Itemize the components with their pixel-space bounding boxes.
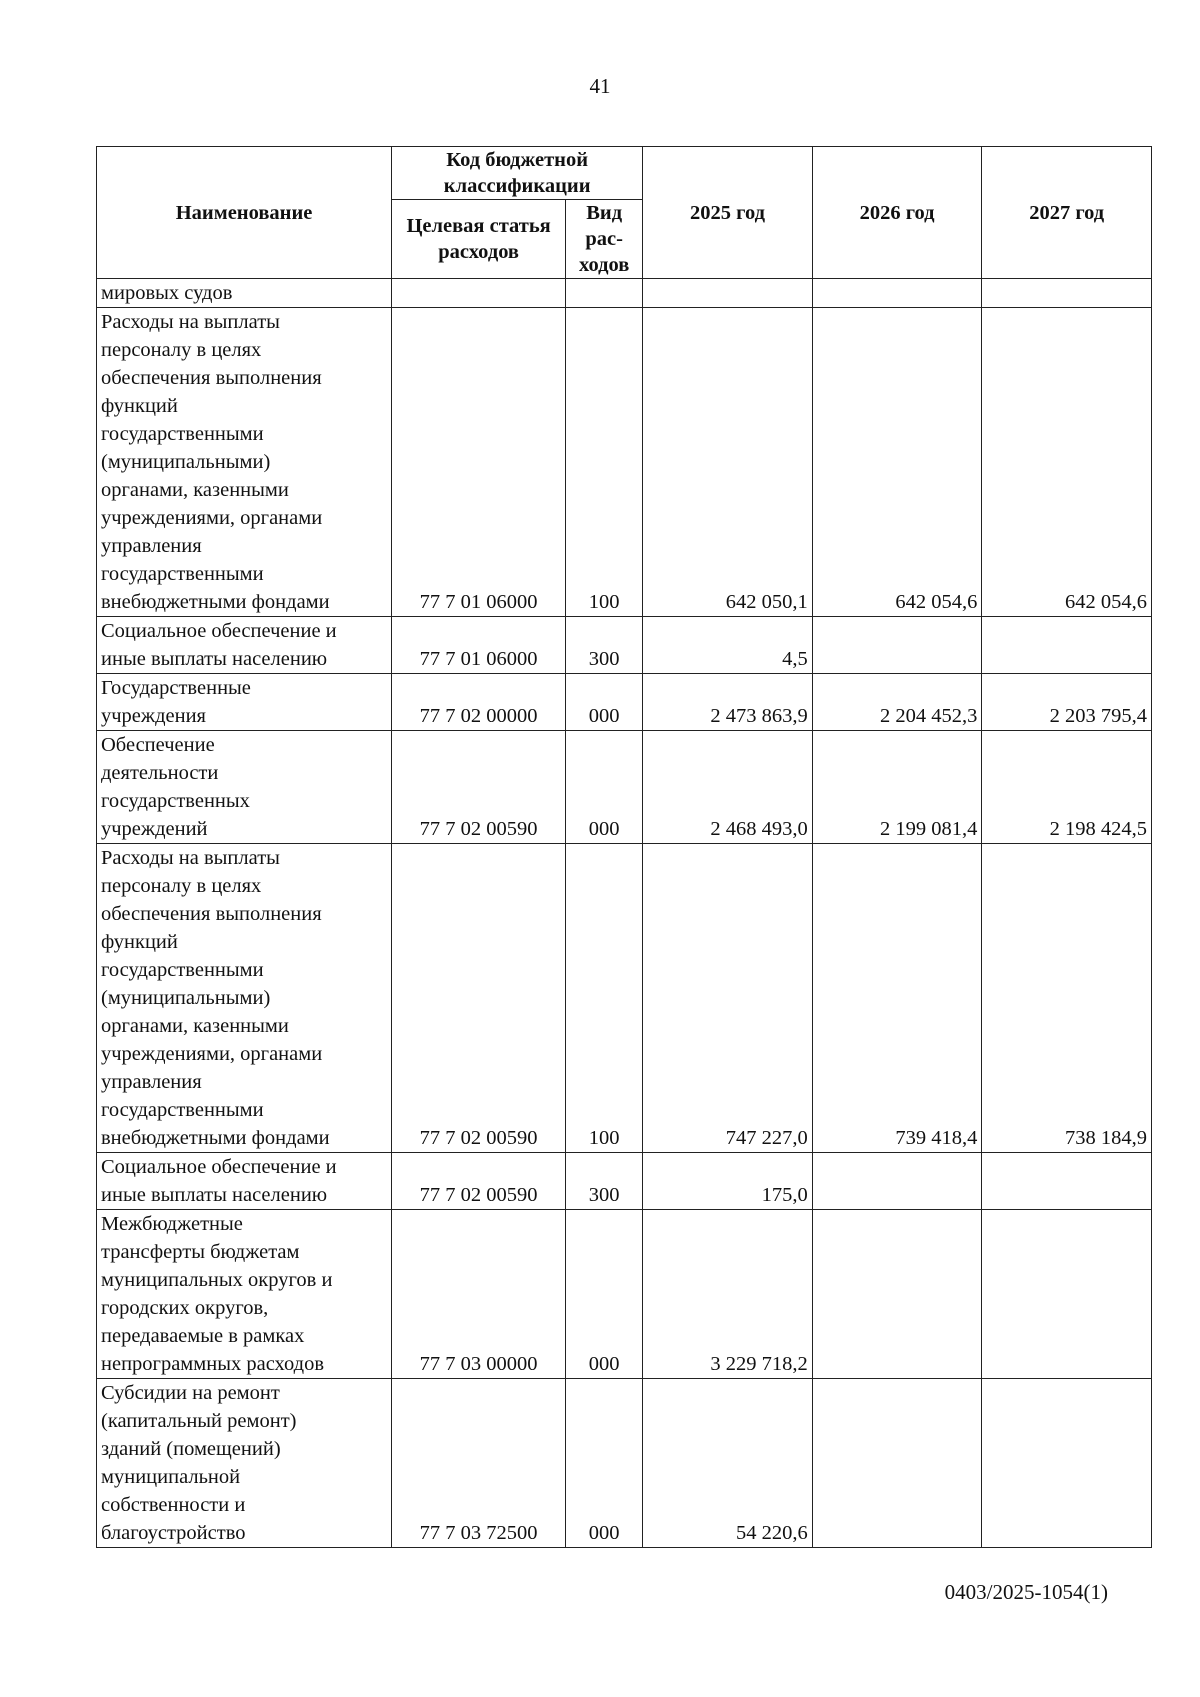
row-2025 bbox=[643, 279, 813, 308]
row-2026: 739 418,4 bbox=[812, 844, 982, 1153]
header-2027: 2027 год bbox=[982, 147, 1152, 279]
header-2026: 2026 год bbox=[812, 147, 982, 279]
budget-table bbox=[96, 146, 1152, 1548]
row-2025: 54 220,6 bbox=[643, 1379, 813, 1548]
row-kind: 100 bbox=[566, 844, 643, 1153]
table-row bbox=[97, 1210, 1152, 1379]
header-name: Наименование bbox=[97, 147, 392, 279]
row-2026: 2 199 081,4 bbox=[812, 731, 982, 844]
row-2027: 2 203 795,4 bbox=[982, 674, 1152, 731]
row-name: Обеспечение деятельности государственных учреждений bbox=[97, 731, 392, 844]
table-row bbox=[97, 617, 1152, 674]
row-code bbox=[392, 279, 566, 308]
row-2027: 642 054,6 bbox=[982, 308, 1152, 617]
row-2026 bbox=[812, 1153, 982, 1210]
row-code: 77 7 03 00000 bbox=[392, 1210, 566, 1379]
row-2027 bbox=[982, 1210, 1152, 1379]
row-name: Субсидии на ремонт (капитальный ремонт) зданий (помещений) муниципальной собственности и благоустройство bbox=[97, 1379, 392, 1548]
row-kind: 300 bbox=[566, 1153, 643, 1210]
row-2026 bbox=[812, 279, 982, 308]
row-2025: 3 229 718,2 bbox=[643, 1210, 813, 1379]
row-code: 77 7 01 06000 bbox=[392, 617, 566, 674]
table-row bbox=[97, 1153, 1152, 1210]
header-target-article: Целевая статья расходов bbox=[392, 200, 566, 279]
row-code: 77 7 02 00590 bbox=[392, 731, 566, 844]
row-name: Межбюджетные трансферты бюджетам муниципальных округов и городских округов, передаваемые в рамках непрограммных расходов bbox=[97, 1210, 392, 1379]
row-name: Расходы на выплаты персоналу в целях обеспечения выполнения функций государственными (муниципальными) органами, казенными учреждениями, органами управления государственными внебюджетными фондами bbox=[97, 844, 392, 1153]
row-kind: 000 bbox=[566, 674, 643, 731]
row-kind bbox=[566, 279, 643, 308]
table-row bbox=[97, 844, 1152, 1153]
row-code: 77 7 02 00000 bbox=[392, 674, 566, 731]
row-kind: 300 bbox=[566, 617, 643, 674]
row-code: 77 7 03 72500 bbox=[392, 1379, 566, 1548]
row-kind: 000 bbox=[566, 731, 643, 844]
table-row bbox=[97, 279, 1152, 308]
row-2027 bbox=[982, 279, 1152, 308]
row-name: Государственные учреждения bbox=[97, 674, 392, 731]
row-code: 77 7 02 00590 bbox=[392, 844, 566, 1153]
row-kind: 000 bbox=[566, 1210, 643, 1379]
row-2026 bbox=[812, 617, 982, 674]
row-2027 bbox=[982, 1379, 1152, 1548]
row-2025: 2 473 863,9 bbox=[643, 674, 813, 731]
row-2027 bbox=[982, 617, 1152, 674]
row-2027: 738 184,9 bbox=[982, 844, 1152, 1153]
row-2025: 642 050,1 bbox=[643, 308, 813, 617]
row-2026 bbox=[812, 1379, 982, 1548]
row-name: Расходы на выплаты персоналу в целях обеспечения выполнения функций государственными (муниципальными) органами, казенными учреждениями, органами управления государственными внебюджетными фондами bbox=[97, 308, 392, 617]
row-kind: 100 bbox=[566, 308, 643, 617]
row-2025: 2 468 493,0 bbox=[643, 731, 813, 844]
header-code-group: Код бюджетной классификации bbox=[392, 147, 643, 200]
row-2026 bbox=[812, 1210, 982, 1379]
page-number: 41 bbox=[589, 74, 611, 98]
row-2025: 4,5 bbox=[643, 617, 813, 674]
row-2027: 2 198 424,5 bbox=[982, 731, 1152, 844]
row-code: 77 7 01 06000 bbox=[392, 308, 566, 617]
row-name: Социальное обеспечение и иные выплаты населению bbox=[97, 1153, 392, 1210]
table-row bbox=[97, 674, 1152, 731]
table-row bbox=[97, 731, 1152, 844]
header-expense-type: Вид рас- ходов bbox=[566, 200, 643, 279]
row-2026: 642 054,6 bbox=[812, 308, 982, 617]
row-kind: 000 bbox=[566, 1379, 643, 1548]
table-row bbox=[97, 1379, 1152, 1548]
row-name: мировых судов bbox=[97, 279, 392, 308]
row-2025: 747 227,0 bbox=[643, 844, 813, 1153]
row-code: 77 7 02 00590 bbox=[392, 1153, 566, 1210]
header-2025: 2025 год bbox=[643, 147, 813, 279]
row-name: Социальное обеспечение и иные выплаты населению bbox=[97, 617, 392, 674]
row-2025: 175,0 bbox=[643, 1153, 813, 1210]
row-2027 bbox=[982, 1153, 1152, 1210]
table-row bbox=[97, 308, 1152, 617]
document-code: 0403/2025-1054(1) bbox=[944, 1580, 1108, 1604]
row-2026: 2 204 452,3 bbox=[812, 674, 982, 731]
